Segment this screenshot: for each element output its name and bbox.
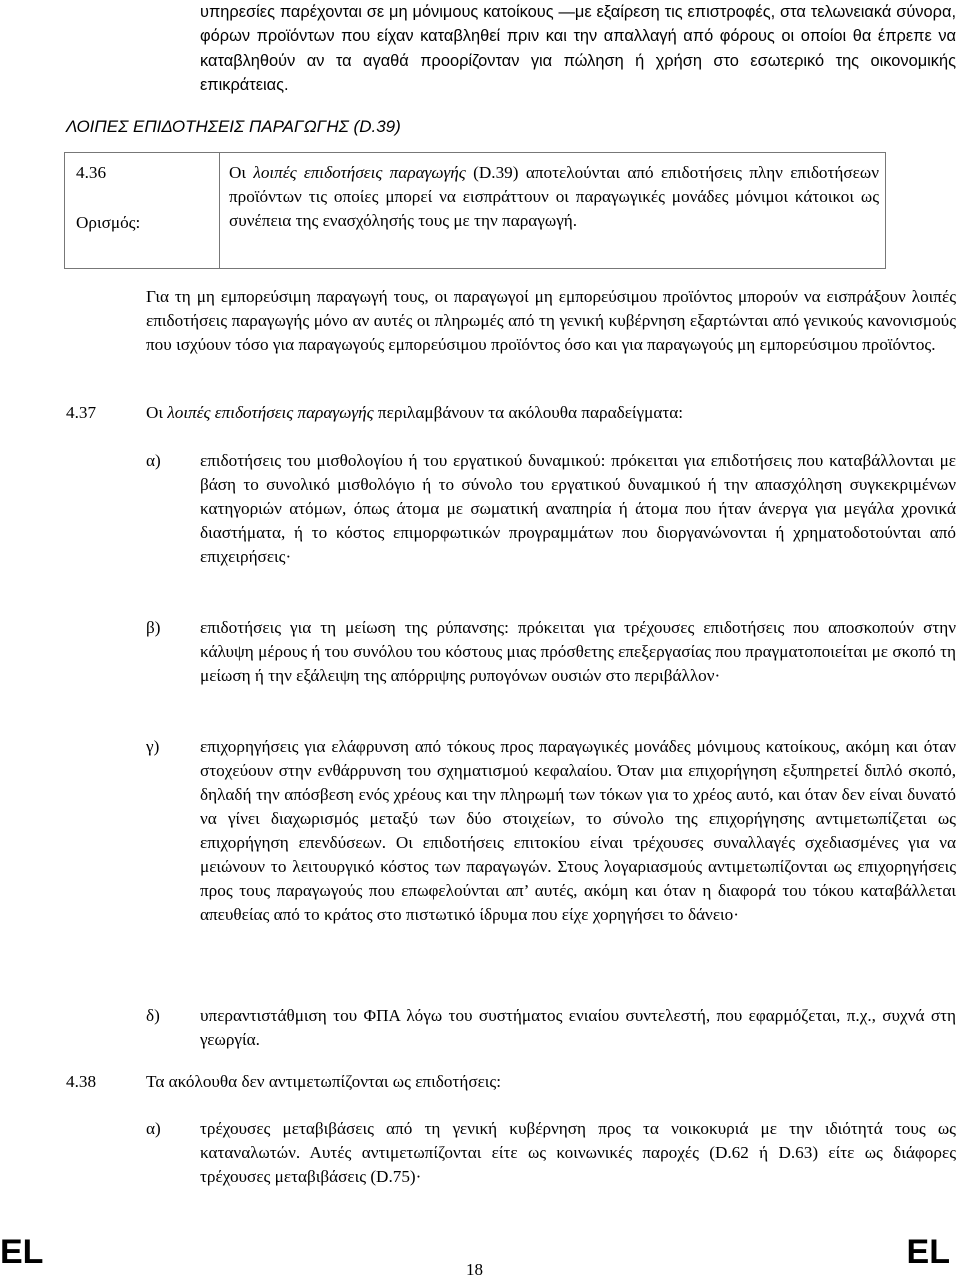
paragraph-438-intro: Τα ακόλουθα δεν αντιμετωπίζονται ως επιδοτήσεις: [146,1072,502,1091]
list-item-text: τρέχουσες μεταβιβάσεις από τη γενική κυβέρνηση προς τα νοικοκυριά με την ιδιότητά τους ως καταναλωτών. Αυτές αντιμετωπίζονται είτε ως κοινωνικές παροχές (D.62 ή D.63) είτε ως διάφορες τρέχουσες μεταβιβάσεις (D.75)· [200,1119,956,1186]
definition-divider [219,153,220,268]
list-item-text: υπεραντιστάθμιση του ΦΠΑ λόγω του συστήματος ενιαίου συντελεστή, που εφαρμόζεται, π.χ., συχνά στη γεωργία. [200,1006,956,1049]
paragraph-number-437: 4.37 [66,403,97,422]
definition-label: Ορισμός: [76,213,141,232]
list-item-label: α) [146,1119,161,1138]
definition-box [64,152,886,269]
footer-language-left: EL [0,1233,44,1271]
list-item-text: επιδοτήσεις του μισθολογίου ή του εργατικού δυναμικού: πρόκειται για επιδοτήσεις που καταβάλλονται με βάση το συνολικό μισθολόγιο ή το σύνολο του εργατικού δυναμικού ή την απασχόληση συγκεκριμένων κατηγοριών ατόμων, όπως άτομα με σωματική αναπηρία ή άτομα που ήταν άνεργα για μεγάλα χρονικά διαστήματα, ή το κόστος επιμορφωτικών προγραμμάτων που διοργανώνονται ή χρηματοδοτούνται από επιχειρήσεις· [200,451,956,566]
page-number: 18 [466,1260,483,1279]
paragraph-number-438: 4.38 [66,1072,97,1091]
list-item-text: επιχορηγήσεις για ελάφρυνση από τόκους προς παραγωγικές μονάδες μόνιμους κατοίκους, ακόμη και όταν στοχεύουν στην ενθάρρυνση του σχηματισμού κεφαλαίου. Όταν μια επιχορήγηση εξυπηρετεί διπλό σκοπό, δηλαδή την απόσβεση ενός χρέους και την πληρωμή των τόκων για το χρέος αυτό, και όταν δεν είναι δυνατό να γίνει διαχωρισμός μεταξύ των δύο στοιχείων, το σύνολο της επιχορήγησης αντιμετωπίζεται ως επιχορήγηση επενδύσεων. Οι επιδοτήσεις επιτοκίου είναι τρέχουσες συναλλαγές σχεδιασμένες για να μειώνουν το λειτουργικό κόστος των παραγωγών. Στους λογαριασμούς αντιμετωπίζονται ως επιχορηγήσεις προς τους παραγωγούς που επωφελούνται απ’ αυτές, ακόμη και όταν η διαφορά του τόκου καταβάλλεται απευθείας από το κράτος στο πιστωτικό ίδρυμα που είχε χορηγήσει το δάνειο· [200,737,956,924]
list-item-label: δ) [146,1006,160,1025]
list-item-label: γ) [146,737,160,756]
term-other-subsidies: λοιπές επιδοτήσεις παραγωγής [167,403,374,422]
definition-text: Οι λοιπές επιδοτήσεις παραγωγής (D.39) αποτελούνται από επιδοτήσεις πλην επιδοτήσεων προϊόντων τις οποίες μπορεί να εισπράττουν οι παραγωγικές μονάδες μόνιμοι κάτοικοι ως συνέπεια της ενασχόλησής τους με την παραγωγή. [229,163,879,230]
definition-term: λοιπές επιδοτήσεις παραγωγής [253,163,466,182]
paragraph-non-market: Για τη μη εμπορεύσιμη παραγωγή τους, οι παραγωγοί μη εμπορεύσιμου προϊόντος μπορούν να εισπράξουν λοιπές επιδοτήσεις παραγωγής μόνο αν αυτές οι πληρωμές από τη γενική κυβέρνηση εξαρτώνται από γενικούς κανονισμούς που ισχύουν τόσο για παραγωγούς εμπορεύσιμου προϊόντος όσο και για παραγωγούς μη εμπορεύσιμου προϊόντος. [146,287,956,354]
paragraph-437-intro: Οι λοιπές επιδοτήσεις παραγωγής περιλαμβάνουν τα ακόλουθα παραδείγματα: [146,403,684,422]
section-heading: ΛΟΙΠΕΣ ΕΠΙΔΟΤΗΣΕΙΣ ΠΑΡΑΓΩΓΗΣ (D.39) [66,117,401,136]
list-item-label: β) [146,618,161,637]
list-item-label: α) [146,451,161,470]
definition-number: 4.36 [76,163,107,182]
intro-paragraph: υπηρεσίες παρέχονται σε μη μόνιμους κατοίκους —με εξαίρεση τις επιστροφές, στα τελωνειακά σύνορα, φόρων προϊόντων που είχαν καταβληθεί πριν και την απαλλαγή από φόρους οι οποίοι θα έπρεπε να καταβληθούν αν τα αγαθά προορίζονταν για πώληση ή χρήση στο εσωτερικό της οικονομικής επικράτειας. [200,3,956,94]
footer-language-right: EL [906,1233,950,1271]
list-item-text: επιδοτήσεις για τη μείωση της ρύπανσης: πρόκειται για τρέχουσες επιδοτήσεις που αποσκοπούν στην κάλυψη μέρους ή του συνόλου του κόστους μιας πρόσθετης επεξεργασίας που πραγματοποιείται με σκοπό τη μείωση ή την εξάλειψη της απόρριψης ρυπογόνων ουσιών στο περιβάλλον· [200,618,956,685]
